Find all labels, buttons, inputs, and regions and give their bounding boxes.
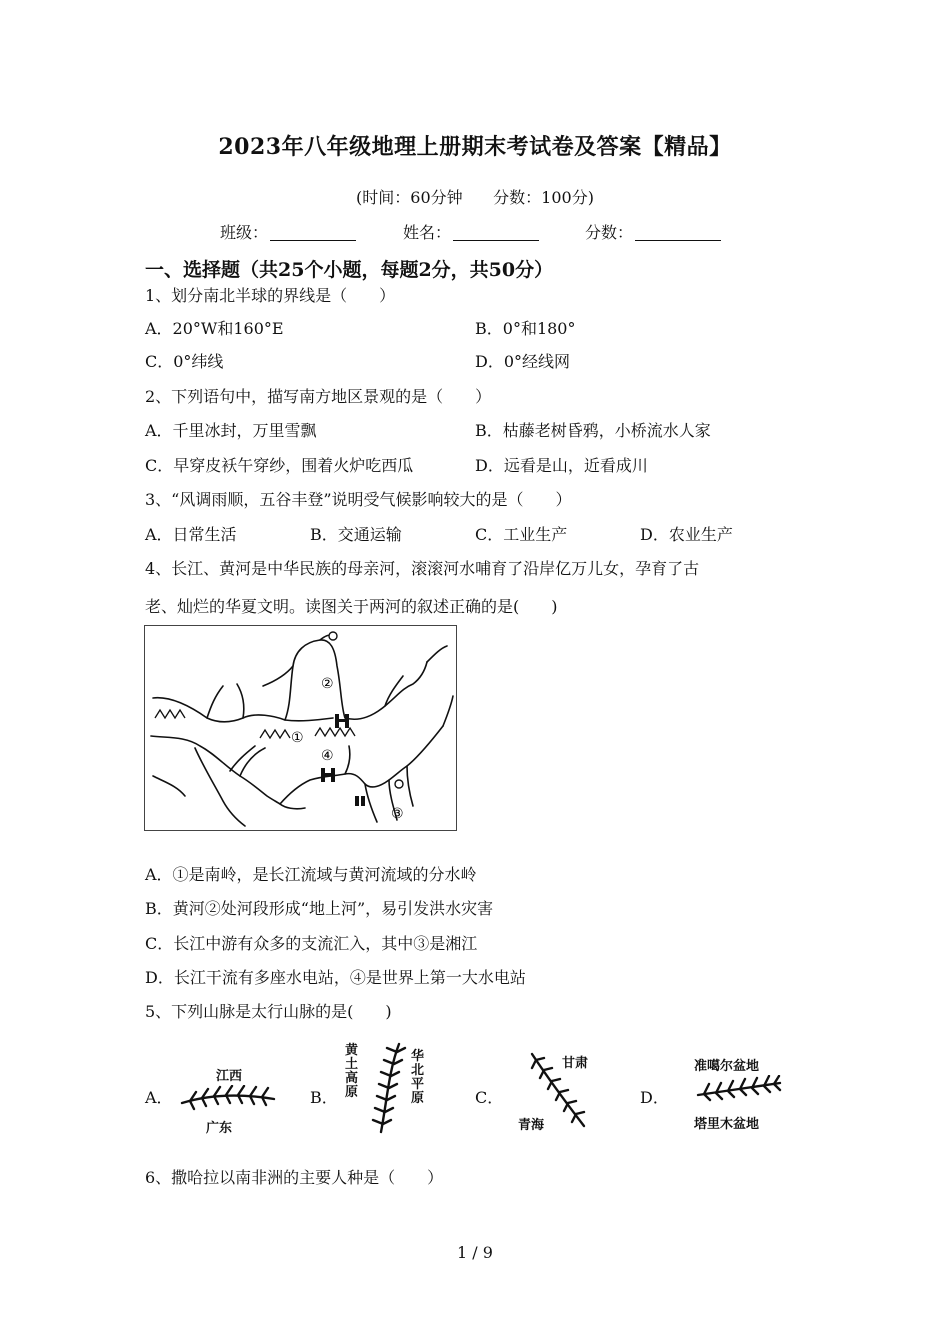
map-label-2: ② [321,676,334,692]
rivers-map [144,625,457,831]
name-field [403,220,539,243]
fig-a-top-label: 江西 [216,1069,243,1084]
q1-option-a: A．20°W和160°E [145,319,284,338]
q4-option-a: A．①是南岭，是长江流域与黄河流域的分水岭 [145,865,477,884]
score-label: 分数： [585,223,634,242]
q5-fig-a [178,1065,278,1135]
fig-c-bottom-label: 青海 [518,1118,545,1133]
score-blank [635,224,721,241]
q5-option-c-letter: C． [475,1088,504,1107]
question-4-stem-line2: 老、灿烂的华夏文明。读图关于两河的叙述正确的是( ) [145,597,558,616]
fig-a-range [178,1085,278,1111]
q2-option-c: C．早穿皮袄午穿纱，围着火炉吃西瓜 [145,456,414,475]
name-label: 姓名： [403,223,452,242]
q2-option-a: A．千里冰封，万里雪飘 [145,421,317,440]
class-blank [270,224,356,241]
q5-fig-c [512,1048,602,1138]
q3-option-a: A．日常生活 [145,525,237,544]
question-3-stem: 3、“风调雨顺，五谷丰登”说明受气候影响较大的是（ ） [145,490,572,509]
question-4-stem-line1: 4、长江、黄河是中华民族的母亲河，滚滚河水哺育了沿岸亿万儿女，孕育了古 [145,559,700,578]
q3-option-b: B．交通运输 [310,525,402,544]
q5-fig-d [690,1055,790,1135]
question-5-stem: 5、下列山脉是太行山脉的是( ) [145,1002,392,1021]
fig-a-bottom-label: 广东 [206,1121,233,1136]
q4-option-d: D．长江干流有多座水电站，④是世界上第一大水电站 [145,968,526,987]
yellow-river [153,640,427,722]
q5-option-a-letter: A． [145,1088,173,1107]
question-1-stem: 1、划分南北半球的界线是（ ） [145,286,396,305]
q4-option-c: C．长江中游有众多的支流汇入，其中③是湘江 [145,934,478,953]
fig-b-range [359,1040,409,1135]
exam-time: (时间：60分钟 [356,188,463,207]
q1-option-c: C．0°纬线 [145,352,224,371]
q2-option-d: D．远看是山，近看成川 [475,456,648,475]
section-heading: 一、选择题（共25个小题，每题2分，共50分） [145,259,554,281]
score-field [585,220,721,243]
exam-info [0,185,950,208]
exam-score: 分数：100分) [493,188,594,207]
class-label: 班级： [220,223,269,242]
map-label-1: ① [291,730,304,746]
class-field [220,220,356,243]
page-number: 1 / 9 [457,1243,493,1262]
q5-option-b-letter: B． [310,1088,338,1107]
q2-option-b: B．枯藤老树昏鸦，小桥流水人家 [475,421,711,440]
map-label-4: ④ [321,748,334,764]
q5-option-d-letter: D． [640,1088,669,1107]
name-blank [453,224,539,241]
page-title: 2023年八年级地理上册期末考试卷及答案【精品】 [218,134,732,160]
fig-d-top-label: 准噶尔盆地 [694,1059,760,1074]
q4-option-b: B．黄河②处河段形成“地上河”，易引发洪水灾害 [145,899,494,918]
fig-d-range [694,1075,784,1105]
q3-option-d: D．农业生产 [640,525,733,544]
fig-d-bottom-label: 塔里木盆地 [694,1117,760,1132]
map-label-3: ③ [391,806,404,822]
fig-b-right-label: 华北平原 [411,1049,425,1106]
fig-c-top-label: 甘肃 [562,1056,589,1071]
rivers-map-drawing [145,626,455,829]
question-6-stem: 6、撒哈拉以南非洲的主要人种是（ ） [145,1168,444,1187]
q3-option-c: C．工业生产 [475,525,568,544]
q5-fig-b [345,1040,440,1135]
fig-b-left-label: 黄土高原 [345,1043,359,1100]
q1-option-d: D．0°经线网 [475,352,571,371]
question-2-stem: 2、下列语句中，描写南方地区景观的是（ ） [145,387,492,406]
q1-option-b: B．0°和180° [475,319,576,338]
